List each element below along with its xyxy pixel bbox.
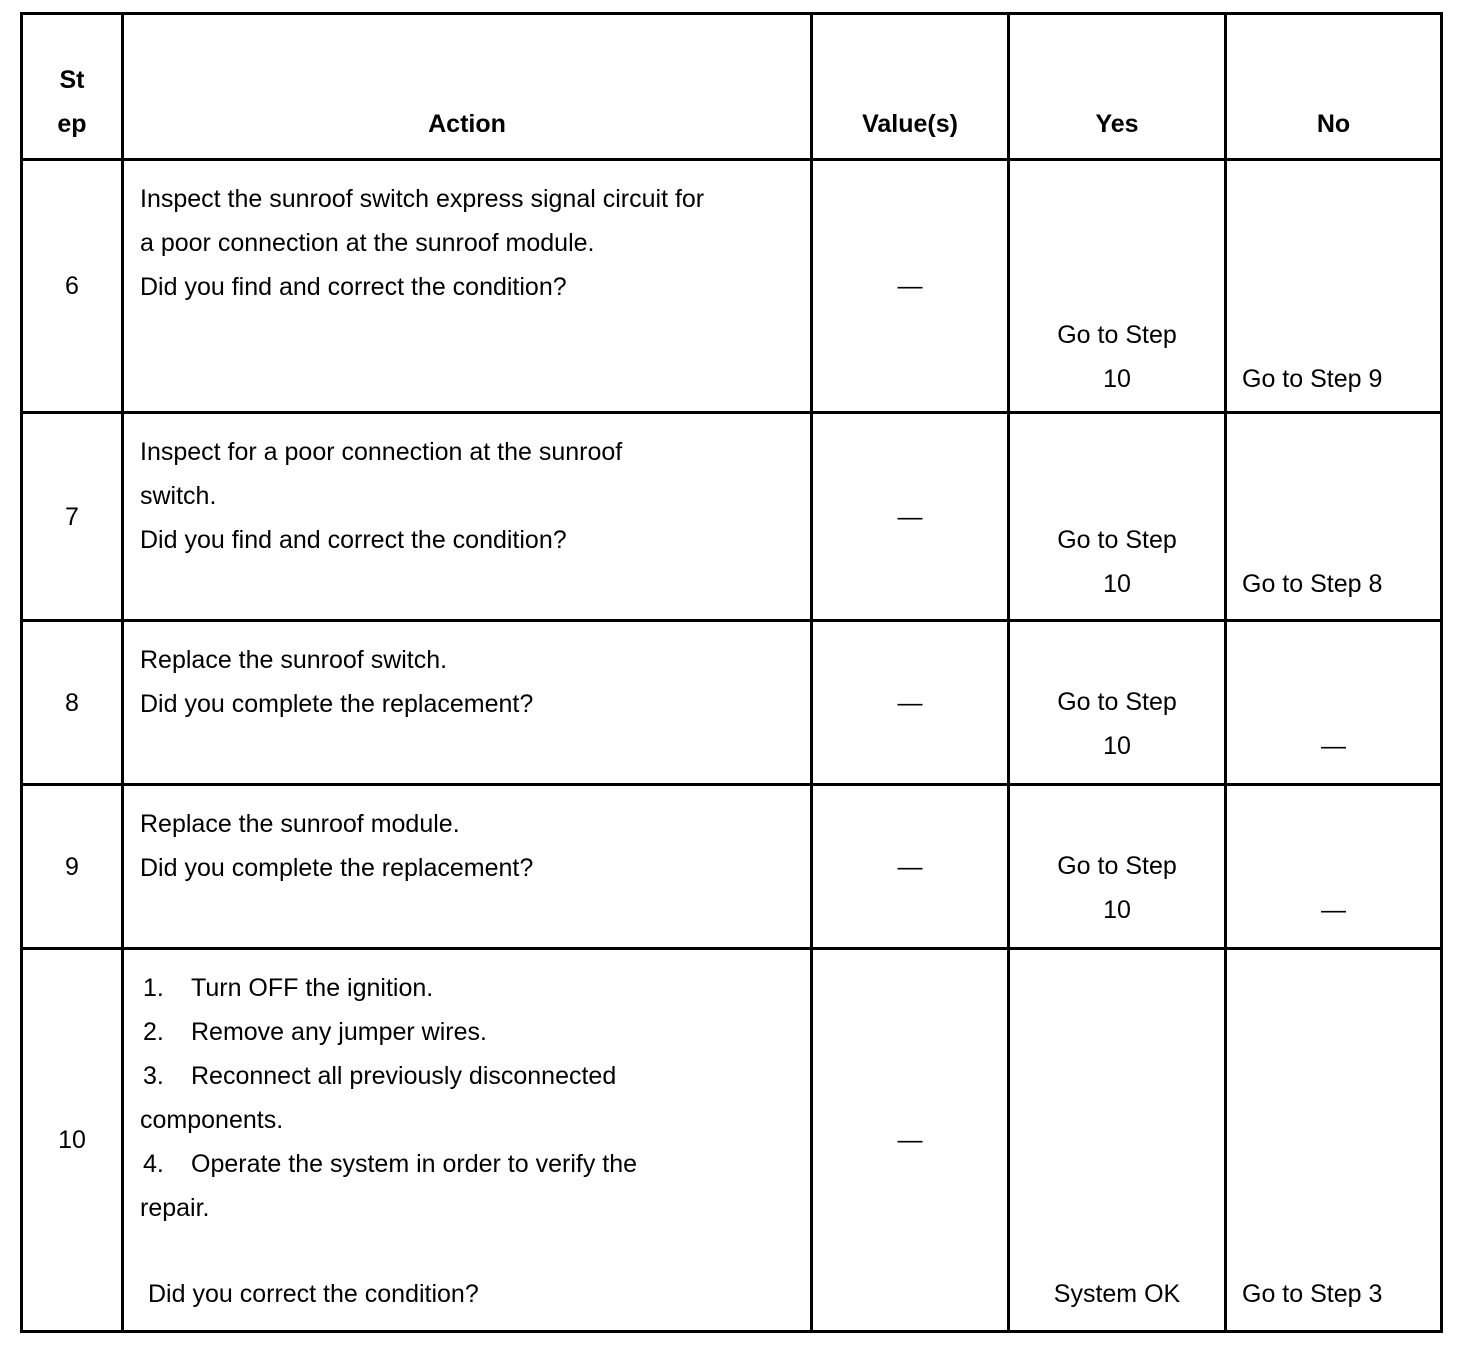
- no-line: Go to Step 8: [1242, 570, 1383, 598]
- value-cell: —: [812, 785, 1009, 949]
- table-row: [22, 413, 1442, 621]
- yes-cell: [1009, 785, 1226, 949]
- list-text: Reconnect all previously disconnected: [191, 1062, 617, 1090]
- action-line: Did you complete the replacement?: [140, 690, 534, 718]
- table-row: [22, 160, 1442, 413]
- list-number: 2.: [143, 1018, 164, 1046]
- yes-line: 10: [1103, 896, 1131, 924]
- header-values: Value(s): [812, 14, 1009, 160]
- yes-cell: [1009, 949, 1226, 1332]
- action-line: Did you find and correct the condition?: [140, 526, 567, 554]
- list-number: 4.: [143, 1150, 164, 1178]
- value-cell: —: [812, 413, 1009, 621]
- header-no: No: [1226, 14, 1442, 160]
- step-number: 8: [22, 621, 123, 785]
- yes-line: System OK: [1053, 1280, 1181, 1308]
- header-action: Action: [123, 14, 812, 160]
- no-line: Go to Step 3: [1242, 1280, 1383, 1308]
- no-line: —: [1321, 732, 1346, 760]
- action-line: Inspect the sunroof switch express signal circuit for: [140, 185, 705, 213]
- action-cell: [123, 160, 812, 413]
- action-line: components.: [140, 1106, 284, 1134]
- action-line: Replace the sunroof module.: [140, 810, 460, 838]
- yes-cell: [1009, 160, 1226, 413]
- yes-line: 10: [1103, 570, 1131, 598]
- list-number: 3.: [143, 1062, 164, 1090]
- yes-line: 10: [1103, 365, 1131, 393]
- step-number: 10: [22, 949, 123, 1332]
- no-cell: [1226, 621, 1442, 785]
- action-list-item: [140, 966, 810, 1010]
- step-number: 7: [22, 413, 123, 621]
- action-list-item: [140, 1010, 810, 1054]
- yes-line: Go to Step: [1057, 321, 1177, 349]
- step-number: 9: [22, 785, 123, 949]
- action-cell: [123, 621, 812, 785]
- action-cell: [123, 413, 812, 621]
- header-yes: Yes: [1009, 14, 1226, 160]
- list-text: Remove any jumper wires.: [191, 1018, 487, 1046]
- table-row: [22, 949, 1442, 1332]
- no-cell: [1226, 160, 1442, 413]
- action-line: Did you complete the replacement?: [140, 854, 534, 882]
- action-line: Inspect for a poor connection at the sunroof: [140, 438, 623, 466]
- yes-line: Go to Step: [1057, 688, 1177, 716]
- yes-line: 10: [1103, 732, 1131, 760]
- action-question: Did you correct the condition?: [148, 1280, 479, 1308]
- yes-line: Go to Step: [1057, 526, 1177, 554]
- action-cell: [123, 785, 812, 949]
- header-step-line1: St: [59, 66, 85, 94]
- no-cell: [1226, 413, 1442, 621]
- no-cell: [1226, 949, 1442, 1332]
- value-cell: —: [812, 160, 1009, 413]
- table-row: [22, 785, 1442, 949]
- action-cell: [123, 949, 812, 1332]
- action-line: switch.: [140, 482, 217, 510]
- value-cell: —: [812, 621, 1009, 785]
- step-number: 6: [22, 160, 123, 413]
- yes-line: Go to Step: [1057, 852, 1177, 880]
- no-line: —: [1321, 896, 1346, 924]
- no-cell: [1226, 785, 1442, 949]
- no-line: Go to Step 9: [1242, 365, 1383, 393]
- header-step: [22, 14, 123, 160]
- action-list-item: [140, 1142, 810, 1186]
- action-line: repair.: [140, 1194, 210, 1222]
- header-row: [22, 14, 1442, 160]
- table-row: [22, 621, 1442, 785]
- yes-cell: [1009, 413, 1226, 621]
- list-text: Operate the system in order to verify the: [191, 1150, 638, 1178]
- diagnostic-table: [20, 12, 1443, 1333]
- value-cell: —: [812, 949, 1009, 1332]
- action-line: Replace the sunroof switch.: [140, 646, 448, 674]
- header-step-line2: ep: [57, 110, 87, 138]
- list-number: 1.: [143, 974, 164, 1002]
- yes-cell: [1009, 621, 1226, 785]
- list-text: Turn OFF the ignition.: [191, 974, 434, 1002]
- action-line: a poor connection at the sunroof module.: [140, 229, 595, 257]
- action-line: Did you find and correct the condition?: [140, 273, 567, 301]
- action-list-item: [140, 1054, 810, 1098]
